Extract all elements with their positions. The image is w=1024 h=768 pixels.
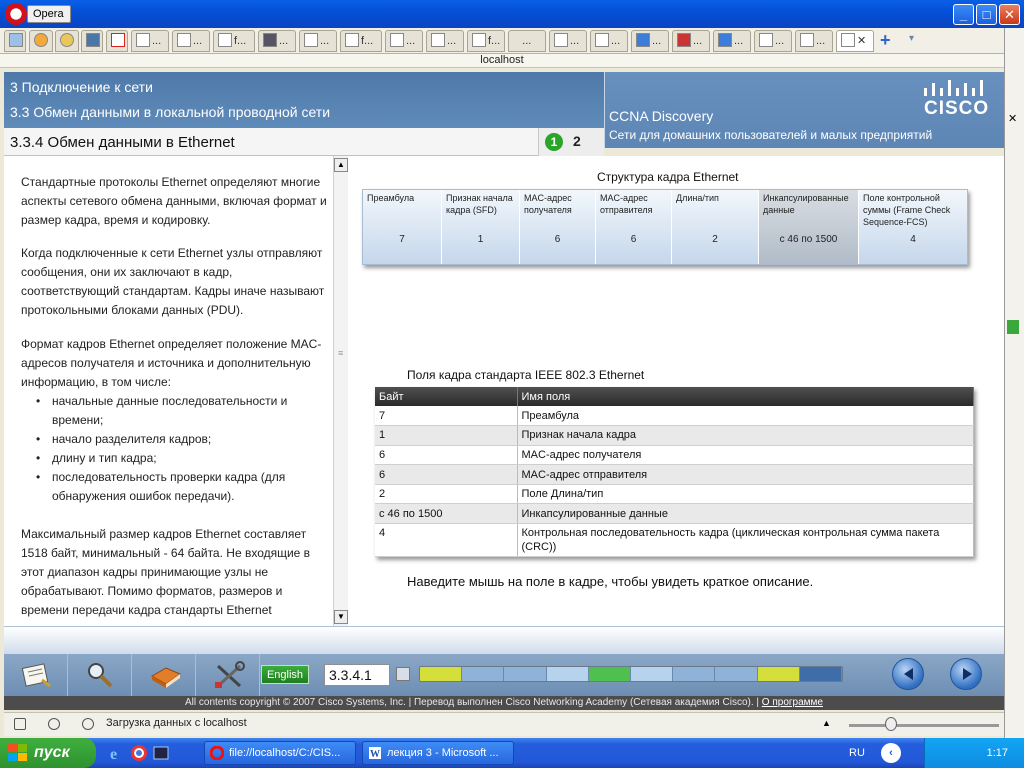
start-label: пуск <box>34 744 70 761</box>
notepad-icon <box>20 660 52 690</box>
table-header-row <box>375 387 974 406</box>
frame-field-src-mac[interactable] <box>596 190 672 264</box>
speed-dial-icon <box>34 33 48 47</box>
page-icon <box>136 33 150 47</box>
cisco-logo <box>918 78 990 120</box>
keyboard-language[interactable]: RU <box>849 747 865 759</box>
table-row <box>375 406 974 426</box>
background-window-edge <box>1004 28 1024 738</box>
start-button[interactable] <box>0 738 96 768</box>
frame-field-label: Признак начала кадра (SFD) <box>446 193 513 215</box>
tray-expand-icon[interactable]: ‹ <box>881 743 901 763</box>
copyright-footer <box>4 696 1004 710</box>
course-banner <box>604 72 1004 148</box>
field-name-cell: MAC-адрес отправителя <box>517 465 974 485</box>
fields-table-title: Поля кадра стандарта IEEE 802.3 Ethernet <box>407 368 645 382</box>
course-progress-bar[interactable] <box>419 666 843 682</box>
tab-bar <box>0 28 1024 54</box>
page-icon <box>218 33 232 47</box>
tab-download[interactable]: ... <box>258 30 296 52</box>
bytes-cell: 1 <box>375 426 517 446</box>
panel-toggle-icon[interactable] <box>14 718 26 730</box>
media-quicklaunch-icon[interactable] <box>152 744 170 762</box>
progress-segment[interactable] <box>547 667 589 681</box>
tab-vk[interactable] <box>81 30 103 52</box>
tab-list-chevron-icon[interactable]: ▾ <box>909 33 915 44</box>
page-2-button[interactable]: 2 <box>573 133 581 149</box>
bytes-cell: 6 <box>375 445 517 465</box>
frame-field-bytes: 4 <box>910 234 916 245</box>
progress-segment[interactable] <box>800 667 842 681</box>
vk-icon <box>86 33 100 47</box>
frame-field-sfd[interactable] <box>442 190 520 264</box>
tab-page[interactable]: ... <box>131 30 169 52</box>
frame-field-fcs[interactable] <box>859 190 967 264</box>
tab-search[interactable]: ... <box>713 30 751 52</box>
frame-field-bytes: с 46 по 1500 <box>779 234 838 245</box>
tab-page[interactable]: ... <box>754 30 792 52</box>
paragraph-2: Когда подключенные к сети Ethernet узлы отправляют сообщения, они их заключают в кадр, соответствующий стандартам. Кадры иначе называют протокольными блоками данных (PDU). <box>21 246 325 317</box>
magnifier-icon <box>60 33 74 47</box>
page-icon <box>800 33 814 47</box>
mail-icon <box>9 33 23 47</box>
page-1-button[interactable]: 1 <box>545 133 563 151</box>
browser-statusbar <box>4 712 1004 736</box>
frame-field-bytes: 2 <box>712 234 718 245</box>
next-page-button[interactable] <box>950 658 982 690</box>
text-panel <box>4 156 348 626</box>
section-title: 3.3 Обмен данными в локальной проводной сети <box>10 104 331 120</box>
field-name-cell: Преамбула <box>517 406 974 426</box>
page-number-field[interactable]: 3.3.4.1 <box>324 664 390 686</box>
column-header: Байт <box>375 387 517 406</box>
page-icon <box>390 33 404 47</box>
page-selector <box>538 128 604 156</box>
bytes-cell: с 46 по 1500 <box>375 504 517 524</box>
table-row <box>375 445 974 465</box>
frame-field-data[interactable] <box>759 190 859 264</box>
magnifier-icon <box>84 660 116 690</box>
frame-field-label: MAC-адрес отправителя <box>600 193 653 215</box>
chrome-quicklaunch-icon[interactable] <box>130 744 148 762</box>
chapter-title: 3 Подключение к сети <box>10 79 153 95</box>
search-button[interactable] <box>68 654 132 696</box>
tools-button[interactable] <box>196 654 260 696</box>
magnifier-icon <box>636 33 650 47</box>
paragraph-3: Формат кадров Ethernet определяет положение MAC-адресов получателя и источника и дополнительную информацию, в том числе: <box>21 337 322 389</box>
frame-field-label: MAC-адрес получателя <box>524 193 572 215</box>
scroll-down-icon[interactable]: ▼ <box>334 610 348 624</box>
yandex-icon <box>111 33 125 47</box>
tab-yandex[interactable] <box>106 30 128 52</box>
course-breadcrumb <box>4 72 604 128</box>
tab-speed-dial[interactable] <box>29 30 53 52</box>
page-icon <box>554 33 568 47</box>
browser-titlebar <box>0 0 1024 28</box>
system-tray <box>849 738 1024 768</box>
text-scrollbar[interactable] <box>333 156 348 626</box>
frame-field-preamble[interactable] <box>363 190 442 264</box>
tab-page[interactable]: ... <box>549 30 587 52</box>
progress-segment[interactable] <box>504 667 546 681</box>
taskbar-item-word[interactable] <box>362 741 514 765</box>
page-icon <box>431 33 445 47</box>
page-icon <box>177 33 191 47</box>
bytes-cell: 2 <box>375 484 517 504</box>
letter-y-icon <box>759 33 773 47</box>
tab-page[interactable]: ... <box>385 30 423 52</box>
progress-segment[interactable] <box>420 667 462 681</box>
paragraph-4: Максимальный размер кадров Ethernet составляет 1518 байт, минимальный - 64 байта. Не входящие в этот диапазон кадры принимающие узлы не обрабатывают. Помимо форматов, размеров и времени передачи кадра стандарты Ethernet <box>21 527 311 617</box>
zoom-slider-thumb[interactable] <box>885 717 897 731</box>
page-icon <box>304 33 318 47</box>
word-icon <box>368 746 382 760</box>
frame-field-bytes: 6 <box>630 234 637 245</box>
cisco-bridge-icon <box>918 78 990 98</box>
page-title-bar <box>4 128 604 156</box>
tab-page[interactable]: f... <box>467 30 505 52</box>
clock: 1:17 <box>986 747 1008 759</box>
page-icon <box>595 33 609 47</box>
bytes-cell: 6 <box>375 465 517 485</box>
download-icon <box>263 33 277 47</box>
tab-page[interactable]: ... <box>590 30 628 52</box>
notes-button[interactable] <box>4 654 68 696</box>
zoom-slider[interactable] <box>849 724 999 727</box>
progress-segment[interactable] <box>589 667 631 681</box>
opera-icon <box>210 746 224 760</box>
bullet-item: • длину и тип кадра; <box>52 449 332 468</box>
hover-instruction: Наведите мышь на поле в кадре, чтобы увидеть краткое описание. <box>407 574 814 589</box>
progress-segment[interactable] <box>631 667 673 681</box>
frame-field-bytes: 6 <box>554 234 561 245</box>
page-title: 3.3.4 Обмен данными в Ethernet <box>10 134 235 151</box>
frame-structure-title: Структура кадра Ethernet <box>597 170 739 184</box>
bytes-cell: 4 <box>375 524 517 557</box>
frame-field-bytes: 1 <box>477 234 484 245</box>
page-icon <box>345 33 359 47</box>
frame-structure-diagram <box>362 189 968 265</box>
tab-page[interactable]: ... <box>299 30 337 52</box>
cisco-wordmark: CISCO <box>924 98 990 119</box>
arrow-right-icon <box>959 666 975 682</box>
page-icon <box>841 33 855 47</box>
glossary-button[interactable] <box>132 654 196 696</box>
tab-search[interactable] <box>55 30 79 52</box>
field-name-cell: Контрольная последовательность кадра (циклическая контрольная сумма пакета (CRC)) <box>517 524 974 557</box>
arrow-left-icon <box>901 666 917 682</box>
status-icon <box>1007 320 1019 334</box>
ie-quicklaunch-icon[interactable] <box>108 744 126 762</box>
windows-taskbar <box>0 738 1024 768</box>
progress-segment[interactable] <box>715 667 757 681</box>
magnifier-icon <box>718 33 732 47</box>
tools-icon <box>212 660 248 690</box>
tab-page[interactable]: ... <box>508 30 546 52</box>
book-icon <box>148 660 184 690</box>
bullet-item: • начало разделителя кадров; <box>52 430 332 449</box>
windows-logo-icon <box>8 744 28 762</box>
maximize-button[interactable]: □ <box>976 4 997 25</box>
svg-text:W: W <box>370 749 380 760</box>
opera-menu-button[interactable]: Opera <box>27 5 71 23</box>
table-row <box>375 524 974 557</box>
new-tab-button[interactable]: + <box>880 30 891 50</box>
table-row <box>375 426 974 446</box>
fields-table <box>375 387 974 557</box>
progress-segment[interactable] <box>462 667 504 681</box>
unite-icon[interactable] <box>48 718 60 730</box>
frame-field-length-type[interactable] <box>672 190 759 264</box>
frame-field-label: Инкапсулированные данные <box>763 193 849 215</box>
column-header: Имя поля <box>517 387 974 406</box>
table-row <box>375 504 974 524</box>
close-button[interactable]: ✕ <box>999 4 1020 25</box>
frame-field-bytes: 7 <box>399 234 405 245</box>
field-name-cell: Поле Длина/тип <box>517 484 974 504</box>
tab-page[interactable]: ... <box>426 30 464 52</box>
course-name: CCNA Discovery <box>609 108 714 124</box>
scroll-grip-icon[interactable]: ≡ <box>338 348 344 358</box>
tab-mail[interactable] <box>4 30 26 52</box>
copyright-text: All contents copyright © 2007 Cisco Systems, Inc. | Перевод выполнен Cisco Networking Academy (Сетевая академия Cisco). | <box>185 697 759 708</box>
tab-page[interactable]: ... <box>672 30 710 52</box>
course-toolbar <box>4 654 1004 696</box>
view-menu-icon[interactable]: ▲ <box>822 718 831 728</box>
about-link[interactable]: О программе <box>761 697 823 708</box>
bullet-item: • начальные данные последовательности и времени; <box>52 392 332 430</box>
close-icon: ✕ <box>1008 113 1018 125</box>
taskbar-item-opera[interactable] <box>204 741 356 765</box>
task-label: file://localhost/C:/CIS... <box>229 747 341 759</box>
svg-text:e: e <box>110 746 118 762</box>
address-strip: localhost <box>0 54 1004 68</box>
window-controls <box>953 4 1020 25</box>
tab-page[interactable]: f... <box>340 30 382 52</box>
content-divider <box>4 626 1004 654</box>
progress-segment[interactable] <box>758 667 800 681</box>
status-text: Загрузка данных с localhost <box>106 717 247 729</box>
bullet-item: • последовательность проверки кадра (для обнаружения ошибок передачи). <box>52 468 332 506</box>
language-button[interactable]: English <box>261 665 309 684</box>
bytes-cell: 7 <box>375 406 517 426</box>
field-name-cell: Признак начала кадра <box>517 426 974 446</box>
page-icon <box>472 33 486 47</box>
task-label: лекция 3 - Microsoft ... <box>387 747 499 759</box>
turbo-icon[interactable] <box>82 718 94 730</box>
field-name-cell: Инкапсулированные данные <box>517 504 974 524</box>
tab-close-icon[interactable]: ✕ <box>857 35 867 47</box>
tab-page[interactable]: ... <box>795 30 833 52</box>
tab-page[interactable]: ... <box>172 30 210 52</box>
frame-field-dest-mac[interactable] <box>520 190 596 264</box>
tab-search[interactable]: ... <box>631 30 669 52</box>
table-row <box>375 484 974 504</box>
monitor-icon <box>677 33 691 47</box>
scroll-up-icon[interactable]: ▲ <box>334 158 348 172</box>
table-row <box>375 465 974 485</box>
frame-field-label: Длина/тип <box>676 193 719 203</box>
previous-page-button[interactable] <box>892 658 924 690</box>
minimize-button[interactable]: _ <box>953 4 974 25</box>
go-to-page-button[interactable] <box>396 667 410 681</box>
paragraph-1: Стандартные протоколы Ethernet определяют многие аспекты сетевого обмена данными, включая формат и размер кадра, время и кодировку. <box>21 175 327 227</box>
opera-logo-icon <box>5 3 27 25</box>
tab-active[interactable] <box>836 30 874 52</box>
field-name-cell: MAC-адрес получателя <box>517 445 974 465</box>
course-subtitle: Сети для домашних пользователей и малых предприятий <box>609 128 933 142</box>
frame-field-label: Преамбула <box>367 193 415 203</box>
frame-field-label: Поле контрольной суммы (Frame Check Sequence-FCS) <box>863 193 951 227</box>
progress-segment[interactable] <box>673 667 715 681</box>
tab-page[interactable]: f... <box>213 30 255 52</box>
